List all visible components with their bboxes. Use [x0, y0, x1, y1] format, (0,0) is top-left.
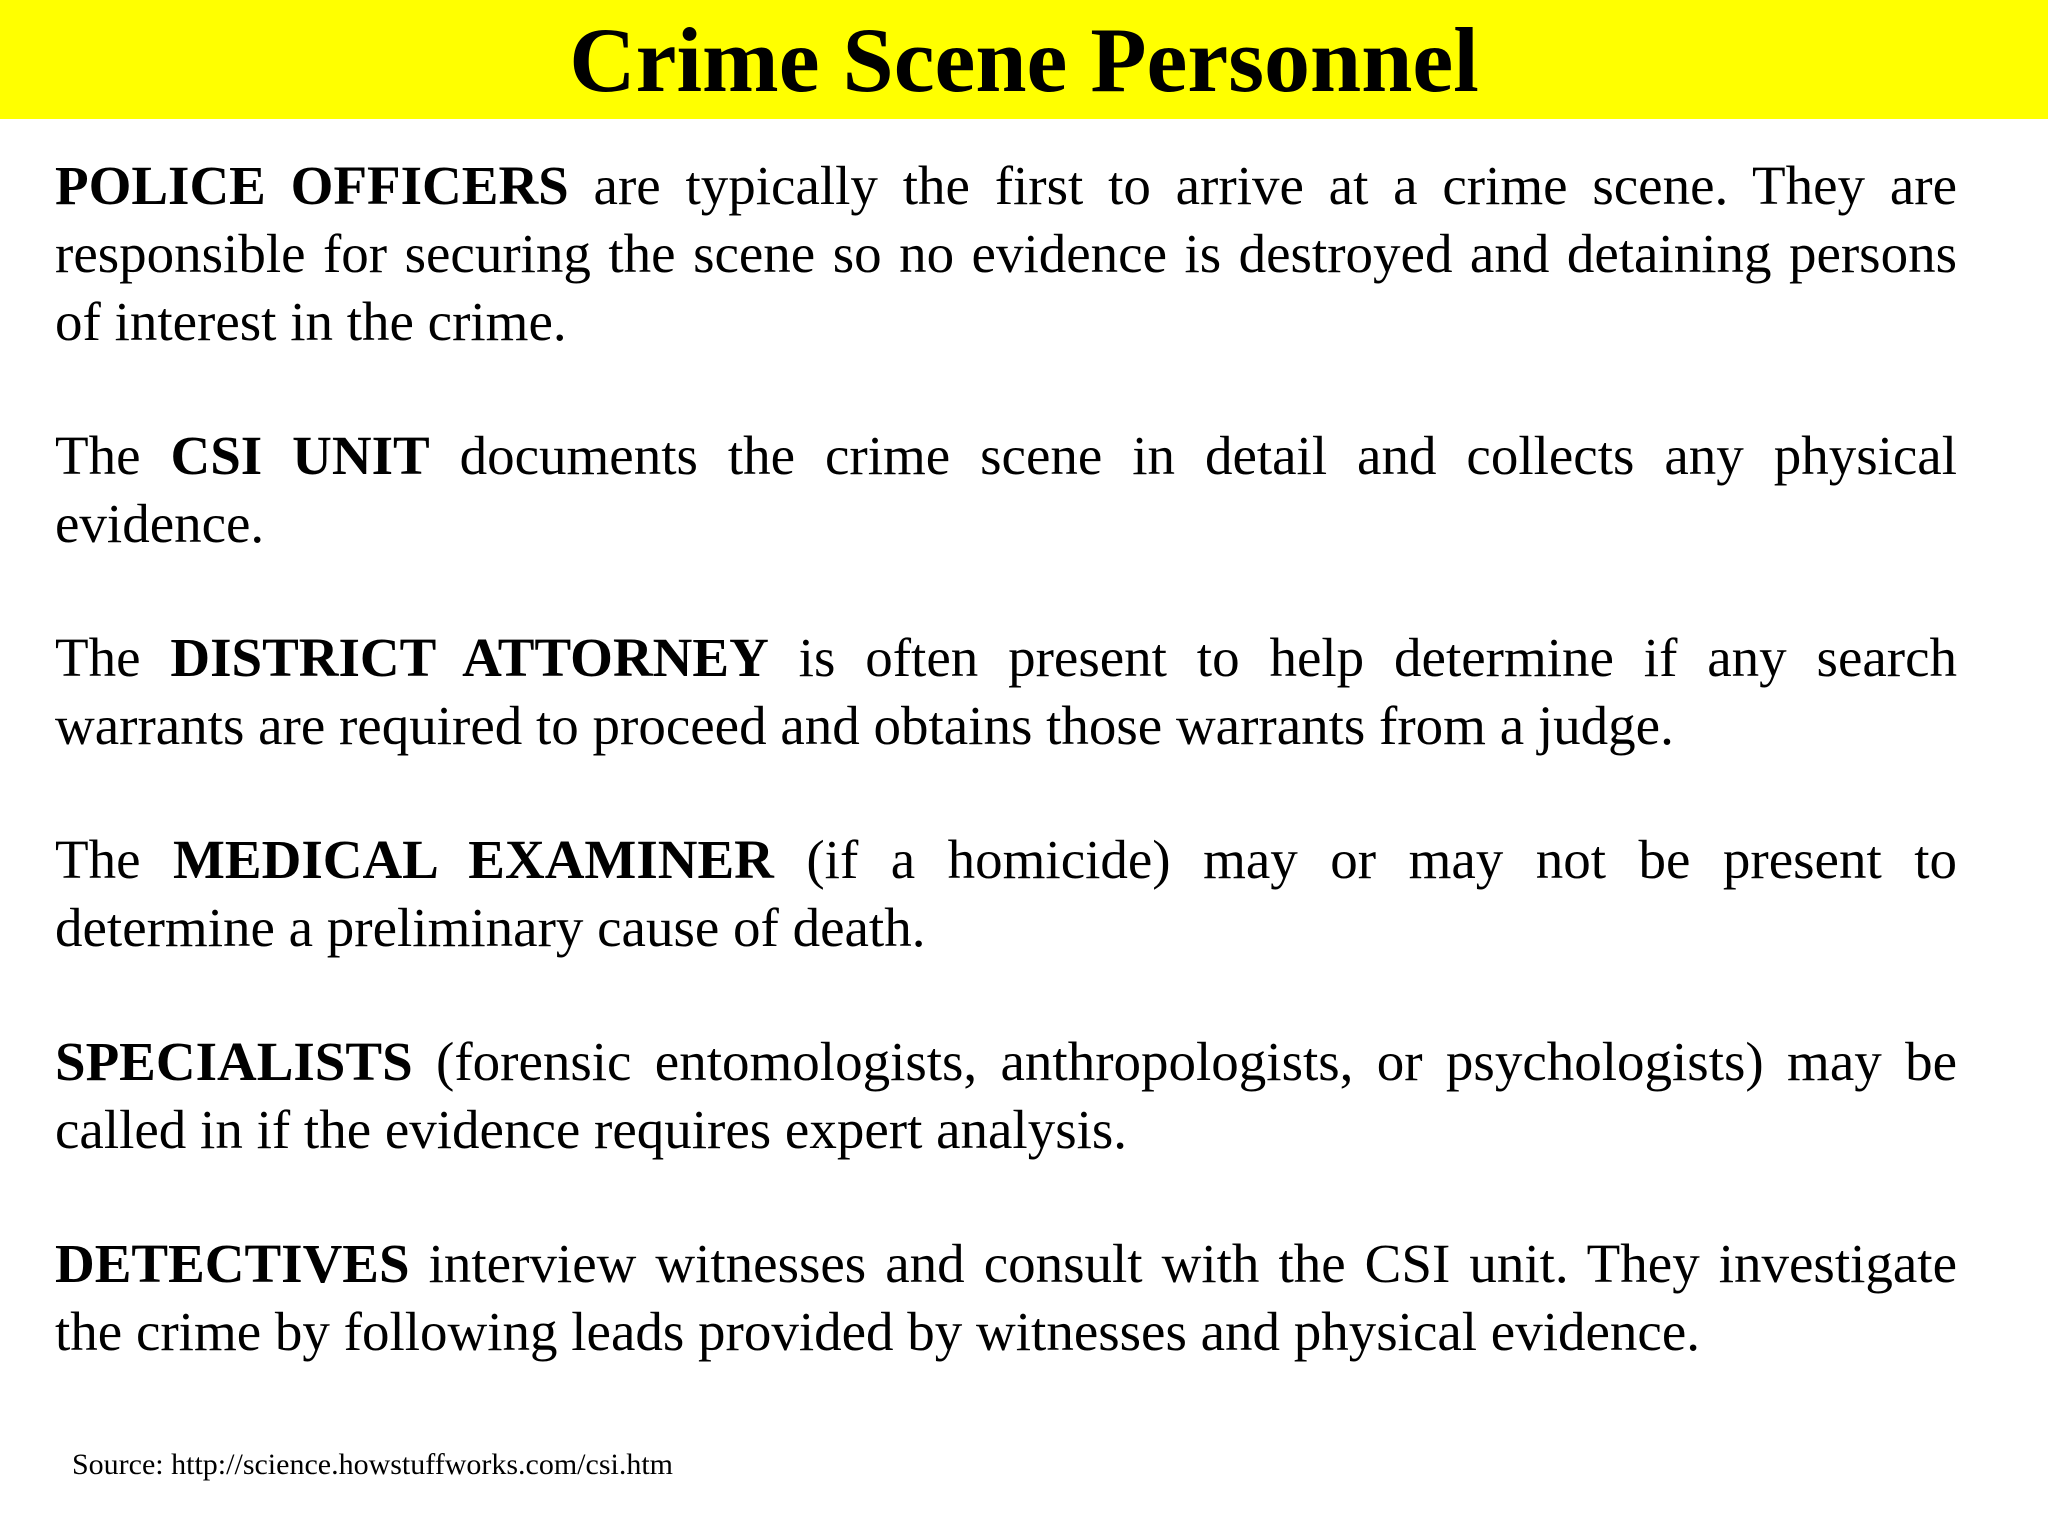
paragraph-lead: The [55, 829, 173, 890]
term-specialists: SPECIALISTS [55, 1031, 413, 1092]
paragraph-district-attorney [55, 624, 1957, 760]
source-citation: Source: http://science.howstuffworks.com/csi.htm [72, 1448, 674, 1481]
paragraph-specialists [55, 1028, 1957, 1164]
term-district-attorney: DISTRICT ATTORNEY [170, 627, 769, 688]
content-body [55, 152, 1957, 1432]
paragraph-text: (if a homicide) may or may not be present to determine a preliminary cause of death. [55, 829, 1957, 958]
paragraph-csi-unit [55, 422, 1957, 558]
paragraph-lead: The [55, 425, 171, 486]
paragraph-text: is often present to help determine if any search warrants are required to proceed and obtains those warrants from a judge. [55, 627, 1958, 756]
paragraph-text: documents the crime scene in detail and collects any physical evidence. [55, 425, 1957, 554]
paragraph-lead: The [55, 627, 171, 688]
paragraph-medical-examiner [55, 826, 1957, 962]
term-medical-examiner: MEDICAL EXAMINER [173, 829, 774, 890]
paragraph-police-officers [55, 152, 1957, 356]
term-csi-unit: CSI UNIT [170, 425, 430, 486]
term-police-officers: POLICE OFFICERS [55, 155, 569, 216]
paragraph-text: are typically the first to arrive at a crime scene. They are responsible for securing the scene so no evidence is destroyed and detaining persons of interest in the crime. [55, 155, 1957, 352]
paragraph-text: (forensic entomologists, anthropologists, or psychologists) may be called in if the evidence requires expert analysis. [55, 1031, 1957, 1160]
paragraph-text: interview witnesses and consult with the CSI unit. They investigate the crime by following leads provided by witnesses and physical evidence. [55, 1233, 1957, 1362]
page-title: Crime Scene Personnel [569, 9, 1479, 111]
term-detectives: DETECTIVES [55, 1233, 410, 1294]
paragraph-detectives [55, 1230, 1957, 1366]
